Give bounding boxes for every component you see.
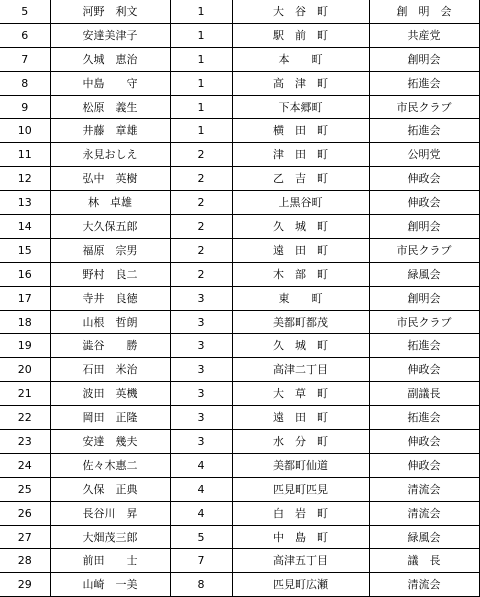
member-name-cell: 河野 利文 — [50, 0, 170, 23]
district-cell: 美都町都茂 — [232, 310, 369, 334]
seat-number-cell: 28 — [0, 549, 50, 573]
term-count-cell: 2 — [170, 143, 232, 167]
term-count-cell: 1 — [170, 23, 232, 47]
seat-number-cell: 24 — [0, 453, 50, 477]
district-cell: 高津五丁目 — [232, 549, 369, 573]
seat-number-cell: 11 — [0, 143, 50, 167]
table-row — [0, 119, 479, 143]
term-count-cell: 1 — [170, 119, 232, 143]
term-count-cell: 3 — [170, 358, 232, 382]
district-cell: 木 部 町 — [232, 262, 369, 286]
district-cell: 美都町仙道 — [232, 453, 369, 477]
seat-number-cell: 15 — [0, 238, 50, 262]
term-count-cell: 8 — [170, 573, 232, 597]
member-name-cell: 澁谷 勝 — [50, 334, 170, 358]
faction-cell: 清流会 — [369, 501, 479, 525]
faction-cell: 市民クラブ — [369, 310, 479, 334]
member-name-cell: 波田 英機 — [50, 382, 170, 406]
district-cell: 久 城 町 — [232, 215, 369, 239]
member-name-cell: 佐々木惠二 — [50, 453, 170, 477]
table-row — [0, 71, 479, 95]
member-name-cell: 久城 恵治 — [50, 47, 170, 71]
table-row — [0, 286, 479, 310]
term-count-cell: 3 — [170, 310, 232, 334]
member-name-cell: 永見おしえ — [50, 143, 170, 167]
member-name-cell: 井藤 章雄 — [50, 119, 170, 143]
district-cell: 水 分 町 — [232, 430, 369, 454]
table-row — [0, 238, 479, 262]
seat-number-cell: 29 — [0, 573, 50, 597]
term-count-cell: 7 — [170, 549, 232, 573]
seat-number-cell: 17 — [0, 286, 50, 310]
term-count-cell: 4 — [170, 501, 232, 525]
district-cell: 横 田 町 — [232, 119, 369, 143]
table-row — [0, 310, 479, 334]
term-count-cell: 2 — [170, 262, 232, 286]
member-name-cell: 大久保五郎 — [50, 215, 170, 239]
faction-cell: 創 明 会 — [369, 0, 479, 23]
member-name-cell: 大畑茂三郎 — [50, 525, 170, 549]
seat-number-cell: 9 — [0, 95, 50, 119]
term-count-cell: 4 — [170, 453, 232, 477]
faction-cell: 公明党 — [369, 143, 479, 167]
seat-number-cell: 16 — [0, 262, 50, 286]
faction-cell: 副議長 — [369, 382, 479, 406]
district-cell: 本 町 — [232, 47, 369, 71]
term-count-cell: 3 — [170, 430, 232, 454]
faction-cell: 市民クラブ — [369, 238, 479, 262]
faction-cell: 拓進会 — [369, 71, 479, 95]
faction-cell: 清流会 — [369, 477, 479, 501]
term-count-cell: 5 — [170, 525, 232, 549]
table-row — [0, 215, 479, 239]
seat-number-cell: 10 — [0, 119, 50, 143]
faction-cell: 創明会 — [369, 286, 479, 310]
table-row — [0, 47, 479, 71]
table-row — [0, 501, 479, 525]
table-row — [0, 334, 479, 358]
district-cell: 上黒谷町 — [232, 191, 369, 215]
district-cell: 匹見町匹見 — [232, 477, 369, 501]
district-cell: 遠 田 町 — [232, 406, 369, 430]
term-count-cell: 4 — [170, 477, 232, 501]
term-count-cell: 3 — [170, 382, 232, 406]
member-name-cell: 中島 守 — [50, 71, 170, 95]
seat-number-cell: 25 — [0, 477, 50, 501]
member-name-cell: 安達美津子 — [50, 23, 170, 47]
table-row — [0, 549, 479, 573]
term-count-cell: 2 — [170, 167, 232, 191]
faction-cell: 伸政会 — [369, 430, 479, 454]
table-row — [0, 262, 479, 286]
seat-number-cell: 19 — [0, 334, 50, 358]
table-row — [0, 573, 479, 597]
faction-cell: 緑風会 — [369, 525, 479, 549]
table-row — [0, 167, 479, 191]
member-name-cell: 弘中 英樹 — [50, 167, 170, 191]
faction-cell: 伸政会 — [369, 358, 479, 382]
district-cell: 津 田 町 — [232, 143, 369, 167]
term-count-cell: 3 — [170, 286, 232, 310]
seat-number-cell: 12 — [0, 167, 50, 191]
district-cell: 高 津 町 — [232, 71, 369, 95]
seat-number-cell: 23 — [0, 430, 50, 454]
faction-cell: 伸政会 — [369, 167, 479, 191]
member-name-cell: 山崎 一美 — [50, 573, 170, 597]
member-name-cell: 安達 幾夫 — [50, 430, 170, 454]
faction-cell: 創明会 — [369, 47, 479, 71]
table-row — [0, 143, 479, 167]
seat-number-cell: 8 — [0, 71, 50, 95]
faction-cell: 市民クラブ — [369, 95, 479, 119]
district-cell: 遠 田 町 — [232, 238, 369, 262]
term-count-cell: 1 — [170, 0, 232, 23]
seat-number-cell: 14 — [0, 215, 50, 239]
member-name-cell: 松原 義生 — [50, 95, 170, 119]
seat-number-cell: 18 — [0, 310, 50, 334]
district-cell: 下本郷町 — [232, 95, 369, 119]
term-count-cell: 1 — [170, 47, 232, 71]
faction-cell: 議 長 — [369, 549, 479, 573]
member-name-cell: 岡田 正隆 — [50, 406, 170, 430]
district-cell: 大 谷 町 — [232, 0, 369, 23]
district-cell: 高津二丁目 — [232, 358, 369, 382]
term-count-cell: 3 — [170, 406, 232, 430]
district-cell: 白 岩 町 — [232, 501, 369, 525]
term-count-cell: 1 — [170, 95, 232, 119]
seat-number-cell: 21 — [0, 382, 50, 406]
seat-number-cell: 5 — [0, 0, 50, 23]
table-row — [0, 477, 479, 501]
district-cell: 匹見町広瀬 — [232, 573, 369, 597]
faction-cell: 共産党 — [369, 23, 479, 47]
faction-cell: 創明会 — [369, 215, 479, 239]
table-row — [0, 453, 479, 477]
district-cell: 乙 吉 町 — [232, 167, 369, 191]
faction-cell: 拓進会 — [369, 334, 479, 358]
table-row — [0, 358, 479, 382]
term-count-cell: 1 — [170, 71, 232, 95]
table-row — [0, 95, 479, 119]
member-name-cell: 福原 宗男 — [50, 238, 170, 262]
seat-number-cell: 6 — [0, 23, 50, 47]
member-name-cell: 寺井 良徳 — [50, 286, 170, 310]
faction-cell: 緑風会 — [369, 262, 479, 286]
district-cell: 久 城 町 — [232, 334, 369, 358]
member-name-cell: 前田 士 — [50, 549, 170, 573]
table-row — [0, 0, 479, 23]
member-name-cell: 林 卓雄 — [50, 191, 170, 215]
seat-number-cell: 27 — [0, 525, 50, 549]
district-cell: 中 島 町 — [232, 525, 369, 549]
table-row — [0, 23, 479, 47]
table-row — [0, 525, 479, 549]
faction-cell: 清流会 — [369, 573, 479, 597]
term-count-cell: 2 — [170, 238, 232, 262]
faction-cell: 伸政会 — [369, 191, 479, 215]
member-name-cell: 久保 正典 — [50, 477, 170, 501]
seat-number-cell: 22 — [0, 406, 50, 430]
term-count-cell: 2 — [170, 191, 232, 215]
seat-number-cell: 7 — [0, 47, 50, 71]
faction-cell: 拓進会 — [369, 406, 479, 430]
district-cell: 駅 前 町 — [232, 23, 369, 47]
table-row — [0, 430, 479, 454]
faction-cell: 拓進会 — [369, 119, 479, 143]
district-cell: 東 町 — [232, 286, 369, 310]
table-row — [0, 382, 479, 406]
seat-number-cell: 20 — [0, 358, 50, 382]
faction-cell: 伸政会 — [369, 453, 479, 477]
member-name-cell: 石田 米治 — [50, 358, 170, 382]
table-row — [0, 191, 479, 215]
member-name-cell: 長谷川 昇 — [50, 501, 170, 525]
member-name-cell: 野村 良二 — [50, 262, 170, 286]
table-row — [0, 406, 479, 430]
term-count-cell: 2 — [170, 215, 232, 239]
district-cell: 大 草 町 — [232, 382, 369, 406]
member-name-cell: 山根 哲朗 — [50, 310, 170, 334]
term-count-cell: 3 — [170, 334, 232, 358]
seat-number-cell: 13 — [0, 191, 50, 215]
seat-number-cell: 26 — [0, 501, 50, 525]
